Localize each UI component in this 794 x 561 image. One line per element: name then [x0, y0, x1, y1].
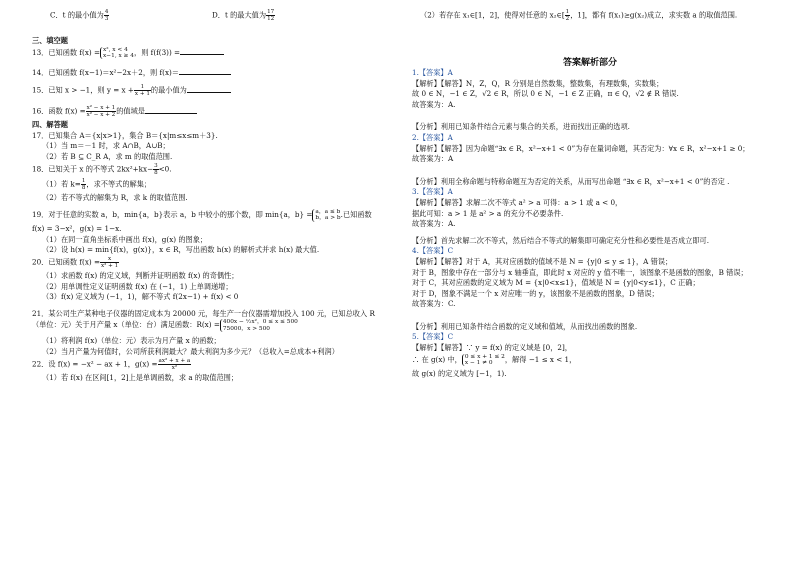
piecewise-brace: x², x < 4 x−1, x ≥ 4 [100, 47, 134, 59]
question-19-part-1: （1）在同一直角坐标系中画出 f(x)，g(x) 的图象； [42, 234, 208, 244]
answer-5: 5.【答案】C [412, 332, 454, 342]
question-17: 17．已知集合 A＝{x|x>1}，集合 B＝{x|m≤x≤m＋3}. [32, 130, 218, 140]
answer-4-explanation: 对于 B，图象中存在一部分与 x 轴垂直，即此时 x 对应的 y 值不唯一，该图象不是函数的图象，B 错误； [412, 267, 748, 277]
answer-3-explanation: 【解析】【解答】求解二次不等式 a² > a 可得：a > 1 或 a < 0， [412, 197, 623, 207]
question-16: 16．函数 f(x) = $\frac{\text{x² − x + 1}}{\text{x² − x + 2}}$ 的值域是 [32, 105, 390, 120]
fraction: $\frac{\text{x² − x + 1}}{\text{x² − x + 2}}$ [86, 105, 116, 119]
question-20: 20．已知函数 f(x) = $\frac{x}{\text{x² + 1}}$ [32, 255, 119, 269]
answer-4: 4.【答案】C [412, 246, 454, 256]
fraction: $\frac{3}{8}$ [154, 162, 158, 176]
answer-2-explanation: 【解析】【解答】因为命题“∃x ∈ R，x²−x+1 < 0”为存在量词命题，其否定为：∀x ∈ R，x²−x+1 ≥ 0； [412, 143, 750, 153]
question-19-functions: f(x) = 3−x²，g(x) = 1−x. [32, 224, 122, 234]
question-18-part-1: （1）若 k= $\frac{1}{8}$ ，求不等式的解集； [42, 177, 152, 191]
answer-5-explanation: 【解析】【解答】∵ y = f(x) 的定义域是 [0，2]， [412, 343, 572, 353]
answer-3-explanation: 故答案为：A. [412, 219, 456, 229]
answer-3: 3.【答案】A [412, 187, 453, 197]
question-15: 15．已知 x > −1，则 y = x + $\frac{1}{x + 1}$ 的最小值为 [32, 84, 390, 99]
question-17-part-1: （1）当 m＝－1 时，求 A∩B，A∪B； [42, 141, 170, 151]
answer-1: 1.【答案】A [412, 68, 453, 77]
question-20-part-3: （3）f(x) 定义域为 (−1，1)，解不等式 f(2x−1) + f(x) < 0 [42, 292, 239, 302]
answer-4-analysis: 【分析】利用已知条件结合函数的定义域和值域，从而找出函数的图象. [412, 321, 638, 331]
answer-blank[interactable] [145, 107, 197, 114]
question-14: 14．已知函数 f(x−1)＝x²−2x＋2，则 f(x)＝ [32, 68, 390, 79]
question-22-part-1: （1）若 f(x) 在区间[1，2]上是单调函数，求 a 的取值范围； [42, 372, 239, 382]
piecewise-brace: 0 ≤ x + 1 ≤ 2 x − 1 ≠ 0 [462, 354, 505, 366]
answer-4-explanation: 对于 C，其对应函数的定义域为 M = {x|0<x≤1}，值域是 N = {y|0<y≤1}，C 正确； [412, 278, 700, 288]
fraction: $\frac{1}{x + 1}$ [134, 84, 150, 98]
option-d: D．t 的最大值为 $\frac{17}{12}$ [212, 9, 275, 22]
answers-column [412, 58, 768, 379]
answers-title: 答案解析部分 [562, 58, 617, 68]
answer-blank[interactable] [187, 86, 231, 93]
answer-1-explanation: 【解析】【解答】N，Z，Q，R 分别是自然数集，整数集，有理数集，实数集； [412, 78, 664, 88]
fraction: $\frac{\text{ax² + x + a}}{\text{x²}}$ [158, 357, 191, 371]
question-19-part-2: （2）设 h(x) = min{f(x)，g(x)}，x ∈ R，写出函数 h(x) 的解析式并求 h(x) 最大值. [42, 245, 320, 255]
answer-2-analysis: 【分析】利用全称命题与特称命题互为否定的关系，从而写出命题 “∃x ∈ R，x²−x+1 < 0”的否定 . [412, 176, 730, 186]
piecewise-brace: a，a ≤ b b，a > b [312, 209, 340, 221]
piecewise-brace: 400x − ½x²，0 ≤ x ≤ 500 75000，x > 500 [220, 319, 298, 331]
answer-1-analysis: 【分析】利用已知条件结合元素与集合的关系，进而找出正确的选项. [412, 122, 630, 132]
question-21-part-1: （1）将利润 f(x)（单位：元）表示为月产量 x 的函数； [42, 336, 221, 346]
question-21-revenue: （单位：元）关于月产量 x（单位：台）满足函数：R(x) = 400x − ½x²，0 ≤ x ≤ 500 75000，x > 500 [32, 319, 298, 332]
question-21-part-2: （2）当月产量为何值时，公司所获利润最大？最大利润为多少元？（总收入=总成本+利润） [42, 346, 339, 356]
questions-column [32, 36, 390, 383]
question-18: 18．已知关于 x 的不等式 2kx²+kx− $\frac{3}{8}$ <0. [32, 162, 172, 176]
question-19: 19．对于任意的实数 a，b，min{a，b}表示 a，b 中较小的那个数，即 min{a，b} = a，a ≤ b b，a > b .已知函数 [32, 209, 372, 222]
answer-2-explanation: 故答案为：A [412, 154, 454, 164]
answer-4-explanation: 对于 D，图象不满足一个 x 对应唯一的 y，该图象不是函数的图象，D 错误； [412, 288, 659, 298]
fraction: $\frac{4}{3}$ [104, 9, 109, 22]
answer-5-explanation: ∴ 在 g(x) 中， 0 ≤ x + 1 ≤ 2 x − 1 ≠ 0 ，解得 −1 ≤ x < 1， [412, 353, 577, 366]
fraction: $\frac{1}{8}$ [81, 177, 86, 191]
question-21: 21．某公司生产某种电子仪器的固定成本为 20000 元，每生产一台仪器需增加投入 100 元，已知总收入 R [32, 308, 375, 318]
fraction: $\frac{17}{12}$ [267, 9, 275, 22]
question-17-part-2: （2）若 B ⊆ C_R A，求 m 的取值范围. [42, 151, 173, 161]
question-20-part-2: （2）用单调性定义证明函数 f(x) 在 (−1，1) 上单调递增； [42, 281, 233, 291]
answer-blank[interactable] [180, 48, 224, 55]
question-13: 13．已知函数 f(x) = x², x < 4 x−1, x ≥ 4 ，则 f(f(3)) = [32, 47, 390, 62]
answer-3-explanation: 据此可知：a > 1 是 a² > a 的充分不必要条件. [412, 208, 564, 218]
section-answers: 四、解答题 [32, 120, 68, 130]
fraction: $\frac{x}{\text{x² + 1}}$ [101, 255, 119, 269]
option-c: C．t 的最小值为 $\frac{4}{3}$ [50, 9, 109, 22]
answer-5-explanation: 故 g(x) 的定义域为 [−1，1). [412, 368, 507, 378]
answer-4-explanation: 【解析】【解答】对于 A，其对应函数的值域不是 N = {y|0 ≤ y ≤ 1}，A 错误； [412, 256, 673, 266]
section-fill-in: 三、填空题 [32, 36, 68, 45]
fraction: $\frac{1}{2}$ [565, 9, 570, 22]
answer-3-analysis: 【分析】首先求解二次不等式，然后结合不等式的解集即可确定充分性和必要性是否成立即可. [412, 235, 709, 245]
answer-2: 2.【答案】A [412, 132, 453, 142]
question-22-part-2: （2）若存在 x₁∈[1，2]，使得对任意的 x₂∈[ $\frac{1}{2}$ ，1]，都有 f(x₁)≥g(x₂)成立，求实数 a 的取值范围. [420, 9, 738, 22]
answer-1-explanation: 故 0 ∈ N，−1 ∈ Z，√2 ∈ R，所以 0 ∈ N，−1 ∈ Z 正确，π ∈ Q，√2 ∉ R 错误. [412, 89, 679, 99]
question-22: 22．设 f(x) = −x² − ax + 1，g(x) = $\frac{\text{ax² + x + a}}{\text{x²}}$ [32, 357, 191, 371]
answer-4-explanation: 故答案为：C. [412, 299, 456, 309]
answer-1-explanation: 故答案为：A. [412, 99, 456, 109]
question-20-part-1: （1）求函数 f(x) 的定义域，判断并证明函数 f(x) 的奇偶性； [42, 270, 239, 280]
answer-blank[interactable] [179, 68, 231, 75]
question-18-part-2: （2）若不等式的解集为 R，求 k 的取值范围. [42, 192, 188, 202]
